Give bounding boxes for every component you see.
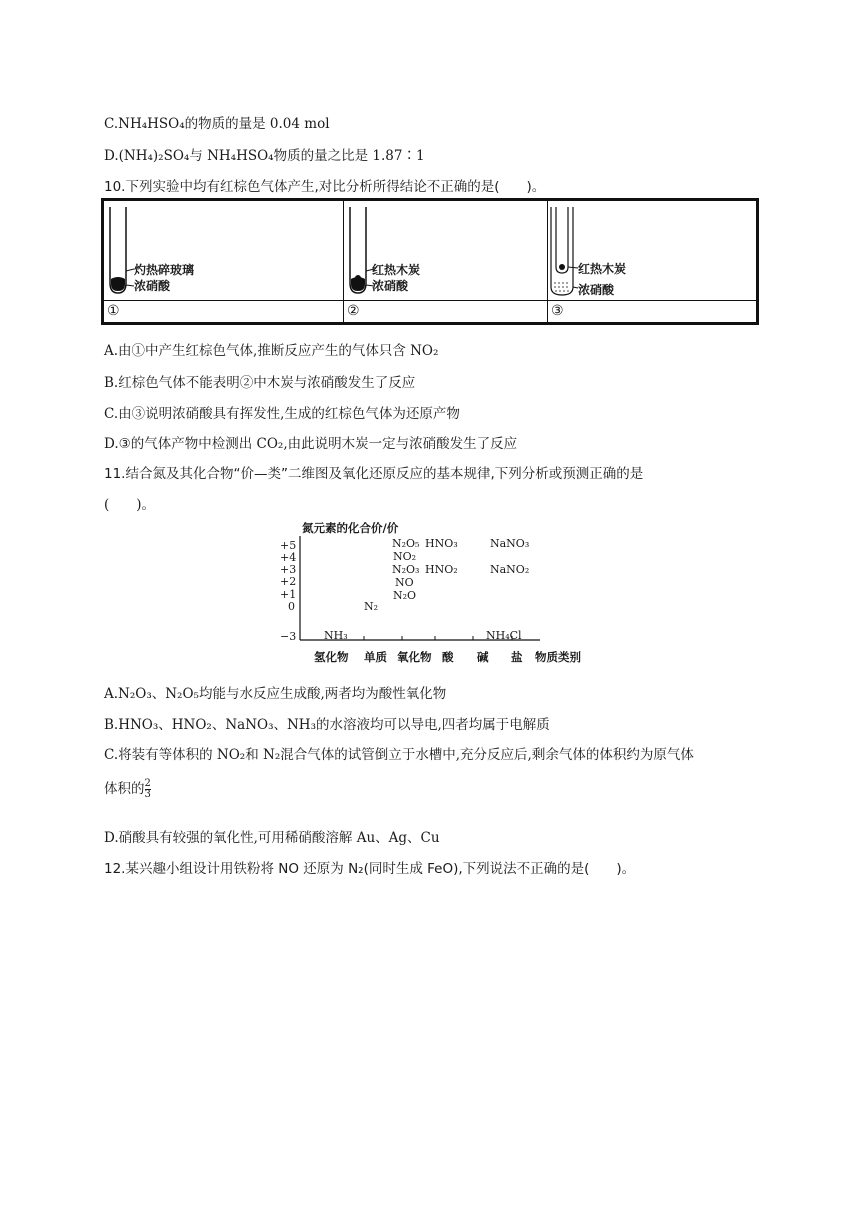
q11-stem-line1: 11.结合氮及其化合物“价—类”二维图及氧化还原反应的基本规律,下列分析或预测正确的是	[104, 466, 644, 482]
experiment-1-number: ①	[107, 303, 120, 319]
experiment-cell-2	[344, 201, 548, 322]
experiment-3-label-top: 红热木炭	[578, 262, 627, 276]
experiment-2-number: ②	[347, 303, 360, 319]
q10-stem: 10.下列实验中均有红棕色气体产生,对比分析所得结论不正确的是( )。	[104, 179, 546, 195]
experiment-2-label-top: 红热木炭	[372, 263, 421, 277]
point-nh4cl: NH₄Cl	[486, 629, 522, 642]
experiment-2-label-bottom: 浓硝酸	[372, 279, 409, 293]
y-tick: +4	[280, 551, 297, 564]
x-category: 单质	[364, 650, 387, 664]
x-category: 碱	[477, 650, 489, 664]
experiment-1-label-bottom: 浓硝酸	[134, 279, 171, 293]
experiment-3-number: ③	[551, 303, 564, 319]
point-nano3: NaNO₃	[490, 537, 530, 550]
x-category: 盐	[511, 650, 523, 664]
x-axis-title: 物质类别	[535, 650, 581, 664]
q10-option-c: C.由③说明浓硝酸具有挥发性,生成的红棕色气体为还原产物	[104, 406, 460, 422]
point-n2: N₂	[364, 600, 379, 613]
y-tick: +3	[280, 563, 297, 576]
experiment-cell-3	[548, 201, 756, 322]
x-category: 酸	[442, 650, 454, 664]
experiment-divider	[104, 300, 343, 301]
y-tick: 0	[288, 600, 295, 613]
y-tick: −3	[280, 630, 297, 643]
chart-y-title: 氮元素的化合价/价	[302, 521, 399, 535]
point-hno3: HNO₃	[425, 537, 458, 550]
q11-stem-line2: ( )。	[104, 497, 156, 513]
point-n2o5: N₂O₅	[392, 537, 420, 550]
x-category: 氢化物	[314, 650, 349, 664]
q9-option-c: C.NH₄HSO₄的物质的量是 0.04 mol	[104, 116, 330, 132]
fraction-denominator: 3	[144, 789, 151, 800]
q11-option-c-line1: C.将装有等体积的 NO₂和 N₂混合气体的试管倒立于水槽中,充分反应后,剩余气体的体积约为原气体	[104, 747, 694, 763]
experiment-3-label-bottom: 浓硝酸	[578, 283, 615, 297]
valence-class-chart	[280, 518, 600, 668]
point-n2o: N₂O	[393, 589, 417, 602]
q11-option-c-line2	[104, 777, 151, 800]
point-no2: NO₂	[393, 550, 417, 563]
q10-option-b: B.红棕色气体不能表明②中木炭与浓硝酸发生了反应	[104, 375, 416, 391]
q11-option-b: B.HNO₃、HNO₂、NaNO₃、NH₃的水溶液均可以导电,四者均属于电解质	[104, 717, 550, 733]
x-category: 氧化物	[397, 650, 432, 664]
q12-stem: 12.某兴趣小组设计用铁粉将 NO 还原为 N₂(同时生成 FeO),下列说法不正确的是( )。	[104, 861, 636, 877]
experiment-divider	[548, 300, 756, 301]
experiment-1-label-top: 灼热碎玻璃	[134, 263, 195, 277]
q11-option-a: A.N₂O₃、N₂O₅均能与水反应生成酸,两者均为酸性氧化物	[104, 686, 447, 702]
point-nano2: NaNO₂	[490, 563, 530, 576]
point-hno2: HNO₂	[425, 563, 458, 576]
experiment-divider	[344, 300, 547, 301]
y-tick: +5	[280, 539, 297, 552]
q11-option-c-text: 体积的	[104, 781, 145, 797]
q9-option-d: D.(NH₄)₂SO₄与 NH₄HSO₄物质的量之比是 1.87∶1	[104, 148, 425, 164]
experiment-table	[101, 198, 759, 325]
point-no: NO	[395, 576, 414, 589]
q11-option-d: D.硝酸具有较强的氧化性,可用稀硝酸溶解 Au、Ag、Cu	[104, 830, 440, 846]
q10-option-d: D.③的气体产物中检测出 CO₂,由此说明木炭一定与浓硝酸发生了反应	[104, 436, 518, 452]
point-n2o3: N₂O₃	[392, 563, 420, 576]
q10-option-a: A.由①中产生红棕色气体,推断反应产生的气体只含 NO₂	[104, 343, 439, 359]
experiment-cell-1	[104, 201, 344, 322]
fraction-two-thirds	[145, 779, 151, 800]
y-tick: +2	[280, 575, 297, 588]
fraction-numerator: 2	[144, 778, 151, 789]
y-tick: +1	[280, 588, 297, 601]
point-nh3: NH₃	[324, 629, 348, 642]
